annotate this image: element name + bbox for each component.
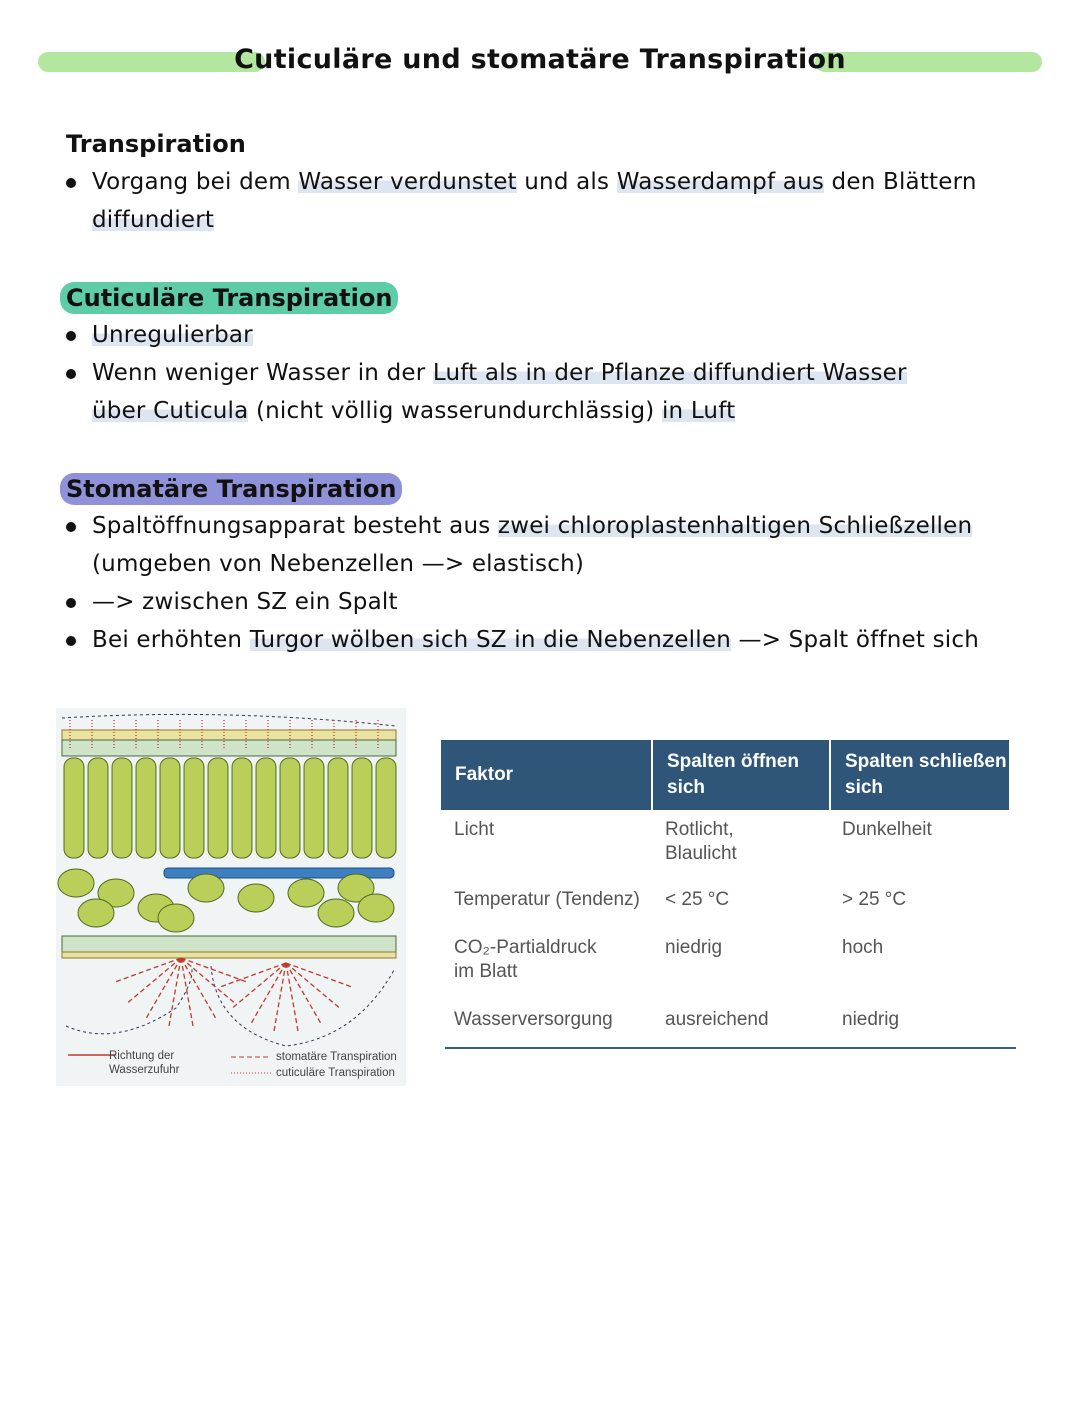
text-segment: und als <box>516 169 617 195</box>
stomatal-arrow <box>286 963 352 987</box>
transpiration-line <box>92 204 214 236</box>
stomatal-arrow <box>127 958 181 1003</box>
highlighted-text: diffundiert <box>92 207 215 233</box>
highlighted-text: Turgor wölben sich SZ in die Nebenzellen <box>249 627 731 653</box>
highlighted-text: Wasserdampf aus <box>616 169 825 195</box>
heading-stomatal: Stomatäre Transpiration <box>60 473 402 505</box>
highlighted-text: Wasser verdunstet <box>298 169 517 195</box>
legend-stomatal: stomatäre Transpiration <box>276 1051 397 1063</box>
legend-water-direction: Richtung der Wasserzufuhr <box>109 1050 180 1076</box>
text-segment: (nicht völlig wasserundurchlässig) <box>248 398 662 424</box>
table-cell: Temperatur (Tendenz) <box>454 889 640 910</box>
palisade-cell <box>256 758 276 858</box>
palisade-cell <box>112 758 132 858</box>
bullet-icon <box>66 598 76 608</box>
transpiration-line <box>92 166 977 198</box>
stomatal-arrow <box>286 963 321 1024</box>
spongy-cell <box>158 904 194 932</box>
spongy-cell <box>358 894 394 922</box>
table-cell: hoch <box>842 937 884 958</box>
palisade-cell <box>88 758 108 858</box>
text-segment: Spaltöffnungsapparat besteht aus <box>92 513 498 539</box>
leaf-cross-section-figure <box>56 708 406 1086</box>
table-cell: CO₂-Partialdruck im Blatt <box>454 937 597 982</box>
stomatal-line <box>92 586 398 618</box>
bullet-icon <box>66 636 76 646</box>
table-cell: ausreichend <box>665 1009 769 1030</box>
table-cell: > 25 °C <box>842 889 907 910</box>
spongy-cell <box>78 899 114 927</box>
spongy-cell <box>318 899 354 927</box>
spongy-cell <box>288 879 324 907</box>
highlighted-text: Unregulierbar <box>92 322 253 348</box>
table-cell: Rotlicht, Blaulicht <box>665 819 737 864</box>
stomatal-line <box>92 548 584 580</box>
palisade-cell <box>184 758 204 858</box>
stomatal-arrow <box>115 958 181 982</box>
palisade-cell <box>304 758 324 858</box>
stomatal-arrow <box>146 958 181 1019</box>
highlighted-text: zwei chloroplastenhaltigen Schließzellen <box>497 513 973 539</box>
highlighted-text: über Cuticula <box>92 398 249 424</box>
palisade-cell <box>136 758 156 858</box>
cuticular-line <box>92 357 907 389</box>
palisade-cell <box>64 758 84 858</box>
highlighted-text: in Luft <box>661 398 736 424</box>
text-segment: Bei erhöhten <box>92 627 250 653</box>
palisade-cell <box>352 758 372 858</box>
palisade-cell <box>160 758 180 858</box>
table-cell: niedrig <box>665 937 723 958</box>
header-open: Spalten öffnen sich <box>653 740 829 810</box>
palisade-cell <box>376 758 396 858</box>
stomatal-line <box>92 510 972 542</box>
stomatal-arrow <box>232 963 286 1008</box>
header-factor: Faktor <box>441 740 651 810</box>
spongy-cell <box>238 884 274 912</box>
table-cell: Dunkelheit <box>842 819 932 840</box>
table-cell: niedrig <box>842 1009 900 1030</box>
table-cell: Wasserversorgung <box>454 1009 613 1030</box>
bullet-icon <box>66 369 76 379</box>
bullet-icon <box>66 331 76 341</box>
palisade-cell <box>208 758 228 858</box>
heading-transpiration: Transpiration <box>66 130 246 158</box>
stomatal-arrow <box>286 963 340 1008</box>
stomatal-arrow <box>220 963 286 987</box>
stomatal-line <box>92 624 979 656</box>
heading-cuticular: Cuticuläre Transpiration <box>60 282 398 314</box>
bullet-icon <box>66 522 76 532</box>
leaf-diagram <box>56 708 406 1086</box>
table-cell: < 25 °C <box>665 889 730 910</box>
palisade-cell <box>328 758 348 858</box>
legend-cuticular: cuticuläre Transpiration <box>276 1067 395 1079</box>
cuticular-line <box>92 319 253 351</box>
palisade-cell <box>232 758 252 858</box>
highlighted-text: Luft als in der Pflanze diffundiert Wasser <box>432 360 907 386</box>
table-cell: Licht <box>454 819 495 840</box>
bullet-icon <box>66 178 76 188</box>
stomatal-arrow <box>251 963 286 1024</box>
spongy-cell <box>58 869 94 897</box>
text-segment: —> zwischen SZ ein Spalt <box>92 589 398 615</box>
palisade-cell <box>280 758 300 858</box>
stomatal-arrow <box>181 958 247 982</box>
text-segment: Vorgang bei dem <box>92 169 299 195</box>
text-segment: (umgeben von Nebenzellen —> elastisch) <box>92 551 585 577</box>
header-close: Spalten schließen sich <box>831 740 1009 810</box>
cuticular-line <box>92 395 735 427</box>
text-segment: den Blättern <box>824 169 977 195</box>
stomatal-arrow <box>181 958 235 1003</box>
page-title: Cuticuläre und stomatäre Transpiration <box>234 44 846 75</box>
text-segment: Wenn weniger Wasser in der <box>92 360 433 386</box>
text-segment: —> Spalt öffnet sich <box>730 627 980 653</box>
spongy-cell <box>188 874 224 902</box>
table-bottom-rule <box>445 1047 1016 1049</box>
